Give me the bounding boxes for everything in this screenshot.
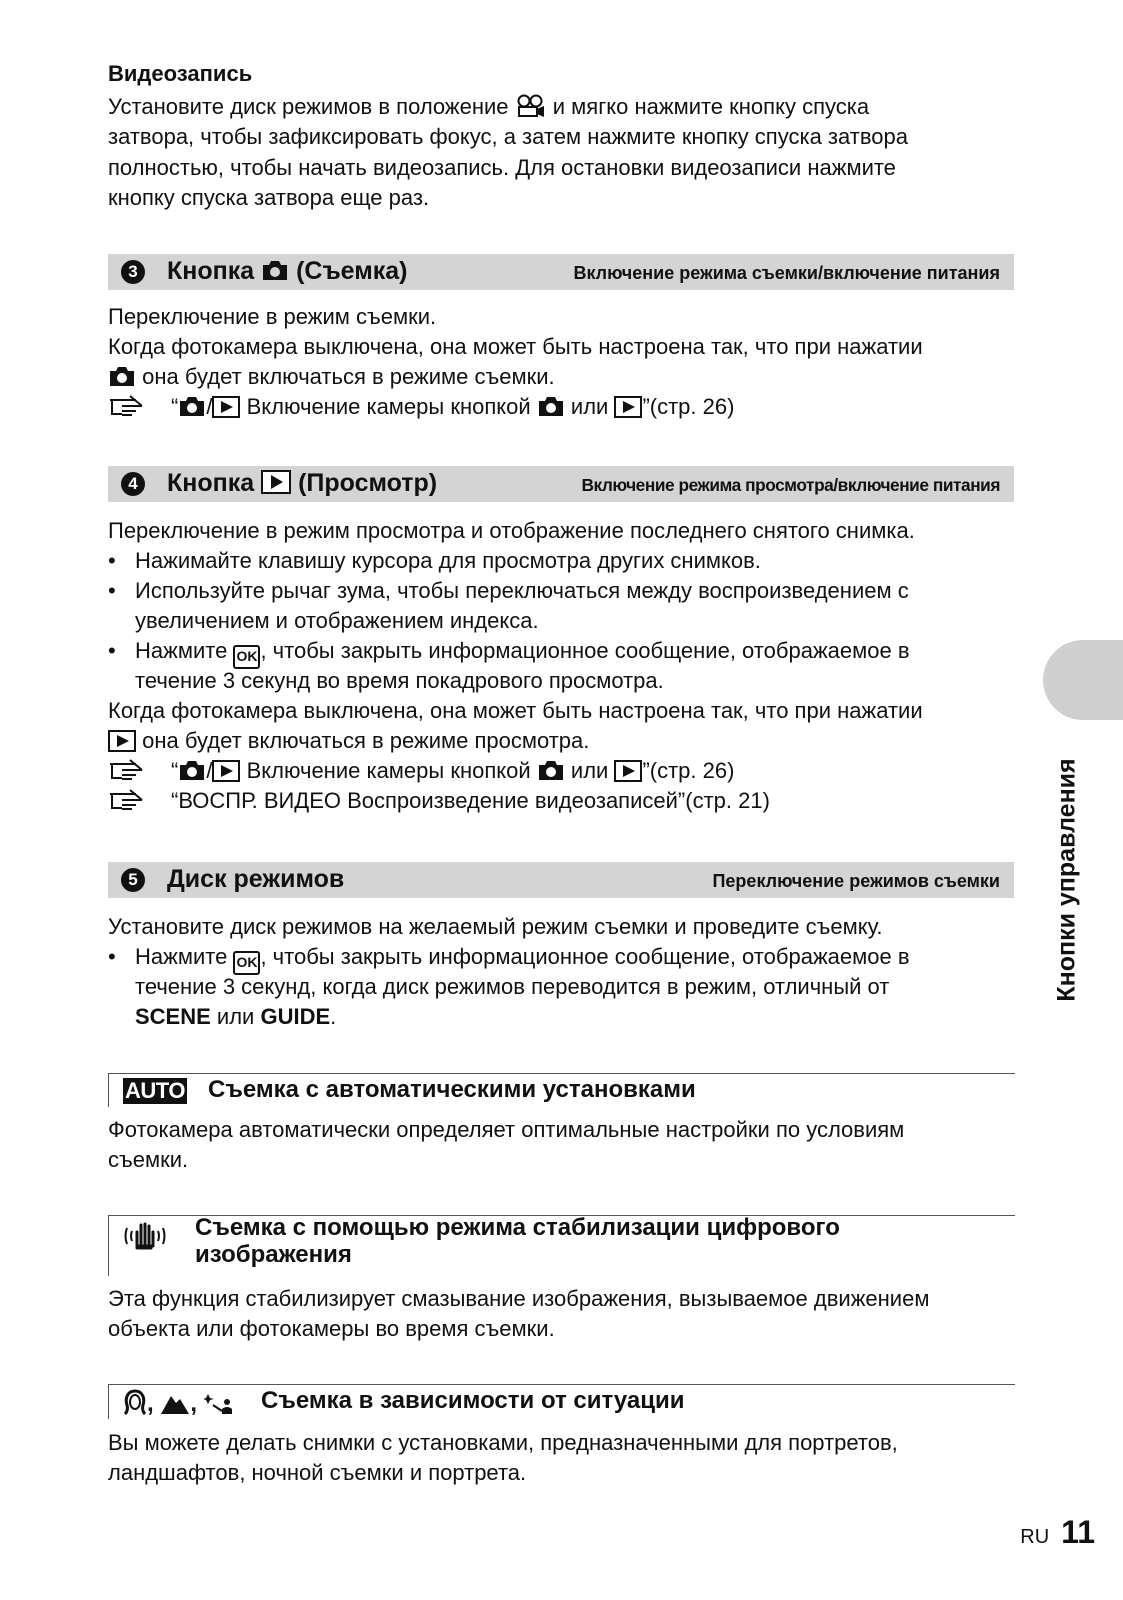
section-4-title: Кнопка (Просмотр) [167, 469, 438, 497]
sec3-line-3: она будет включаться в режиме съемки. [108, 362, 555, 393]
auto-line-2: съемки. [108, 1147, 189, 1172]
auto-mode-icon: AUTO [125, 1078, 185, 1103]
playback-icon [212, 396, 240, 418]
landscape-icon [160, 1391, 190, 1415]
playback-icon [212, 760, 240, 782]
language-code: RU [1020, 1526, 1050, 1548]
playback-icon [108, 730, 136, 752]
sec4-line-1: Переключение в режим просмотра и отображение последнего снятого снимка. [108, 518, 915, 543]
video-paragraph: Установите диск режимов в положение и мягко нажмите кнопку спуска [108, 94, 870, 119]
section-number-badge: 4 [121, 472, 145, 496]
scene-icons: , , [123, 1389, 234, 1418]
section-5-subtitle: Переключение режимов съемки [712, 871, 1000, 891]
page-number: 11 [1061, 1514, 1095, 1550]
playback-icon [614, 760, 642, 782]
section-4-subtitle: Включение режима просмотра/включение питания [581, 475, 1000, 495]
list-item-continuation: течение 3 секунд во время покадрового просмотра. [135, 668, 664, 693]
section-3-header [108, 254, 1014, 290]
sec4-line-3: она будет включаться в режиме просмотра. [108, 726, 589, 757]
section-number-badge: 3 [121, 260, 145, 284]
video-line-4: кнопку спуска затвора еще раз. [108, 185, 430, 210]
sec3-line-2: Когда фотокамера выключена, она может быть настроена так, что при нажатии [108, 334, 923, 359]
sec3-line-1: Переключение в режим съемки. [108, 304, 437, 329]
camera-icon [261, 258, 289, 282]
stabilization-title-line-2: изображения [195, 1241, 352, 1268]
auto-mode-header [108, 1073, 1015, 1107]
scene-header [108, 1384, 1015, 1419]
video-line-2: затвора, чтобы зафиксировать фокус, а затем нажмите кнопку спуска затвора [108, 124, 908, 149]
camera-icon [537, 394, 565, 418]
playback-icon [614, 396, 642, 418]
sec4-line-2: Когда фотокамера выключена, она может быть настроена так, что при нажатии [108, 698, 923, 723]
chapter-label: Кнопки управления [1052, 758, 1081, 1002]
pointing-hand-icon [108, 758, 152, 782]
playback-icon [261, 470, 291, 494]
section-3-subtitle: Включение режима съемки/включение питания [573, 263, 1000, 283]
camera-icon [537, 758, 565, 782]
list-item-continuation: увеличением и отображением индекса. [135, 608, 539, 633]
camera-icon [178, 758, 206, 782]
section-number-badge: 5 [121, 868, 145, 892]
image-stabilization-hand-icon [123, 1222, 167, 1250]
section-5-title: Диск режимов [167, 865, 345, 893]
chapter-tab [1043, 640, 1123, 720]
sec5-line-1: Установите диск режимов на желаемый режим съемки и проведите съемку. [108, 914, 883, 939]
ok-button-icon: OK [233, 951, 260, 975]
scene-title: Съемка в зависимости от ситуации [261, 1387, 685, 1414]
section-3-title: Кнопка (Съемка) [167, 257, 408, 285]
camera-icon [108, 364, 136, 388]
pointing-hand-icon [108, 394, 152, 418]
auto-line-1: Фотокамера автоматически определяет оптимальные настройки по условиям [108, 1117, 905, 1142]
pointing-hand-icon [108, 788, 152, 812]
ok-button-icon: OK [233, 645, 260, 669]
stab-line-1: Эта функция стабилизирует смазывание изображения, вызываемое движением [108, 1286, 930, 1311]
movie-mode-icon [515, 94, 547, 118]
stab-line-2: объекта или фотокамеры во время съемки. [108, 1316, 555, 1341]
stabilization-title-line-1: Съемка с помощью режима стабилизации цифрового [195, 1214, 840, 1241]
scene-line-1: Вы можете делать снимки с установками, предназначенными для портретов, [108, 1430, 898, 1455]
section-4-header [108, 466, 1014, 502]
night-portrait-icon [204, 1391, 234, 1415]
scene-line-2: ландшафтов, ночной съемки и портрета. [108, 1460, 527, 1485]
portrait-icon [123, 1389, 147, 1415]
video-heading: Видеозапись [108, 61, 253, 86]
list-item-continuation: SCENE или GUIDE. [135, 1004, 337, 1029]
auto-mode-title: Съемка с автоматическими установками [208, 1076, 696, 1103]
stabilization-header [108, 1215, 1015, 1276]
list-item-continuation: течение 3 секунд, когда диск режимов переводится в режим, отличный от [135, 974, 890, 999]
section-5-header [108, 862, 1014, 898]
video-line-3: полностью, чтобы начать видеозапись. Для остановки видеозаписи нажмите [108, 155, 896, 180]
page-footer [1020, 1514, 1095, 1551]
camera-icon [178, 394, 206, 418]
